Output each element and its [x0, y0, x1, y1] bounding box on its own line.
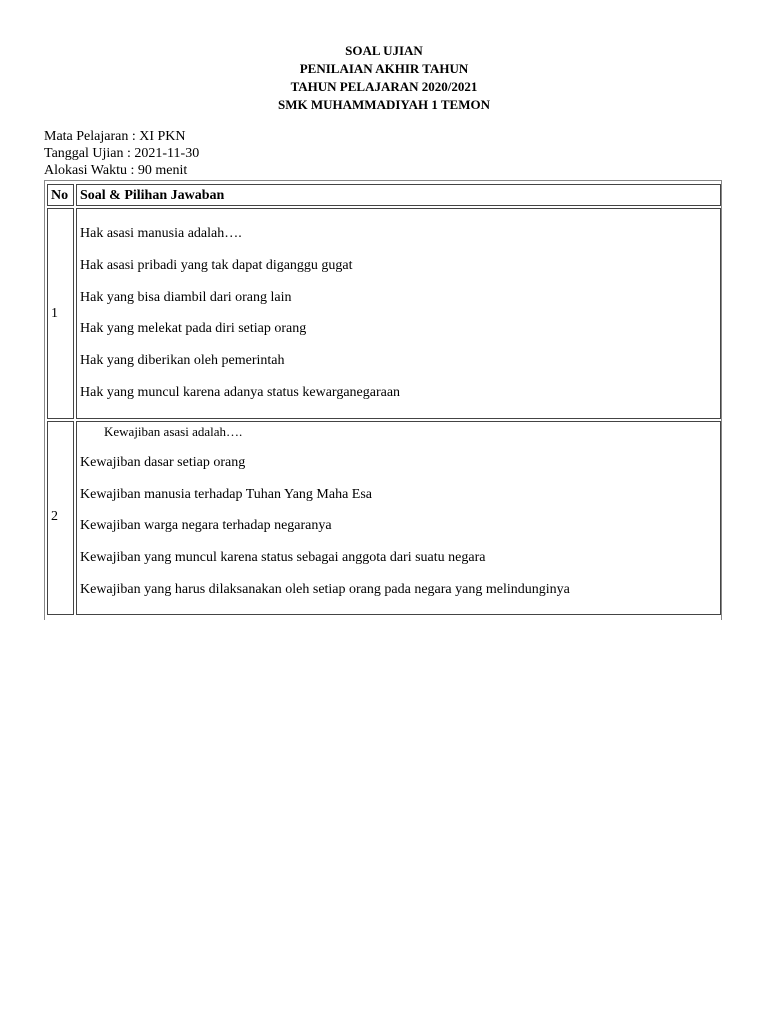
- answer-option: Kewajiban yang harus dilaksanakan oleh setiap orang pada negara yang melindunginya: [80, 582, 570, 597]
- column-header-question: Soal & Pilihan Jawaban: [76, 184, 721, 206]
- question-number-cell: [47, 421, 74, 615]
- question-number-cell: [47, 208, 74, 419]
- answer-option: Hak yang diberikan oleh pemerintah: [80, 353, 285, 368]
- header-school-name: SMK MUHAMMADIYAH 1 TEMON: [278, 97, 490, 112]
- answer-option: Kewajiban warga negara terhadap negaranya: [80, 518, 332, 533]
- date-label: Tanggal Ujian : 2021-11-30: [44, 146, 200, 161]
- column-header-no: No: [47, 184, 74, 206]
- header-title: SOAL UJIAN: [345, 43, 423, 58]
- answer-option: Hak yang melekat pada diri setiap orang: [80, 321, 307, 336]
- exam-header: [0, 42, 768, 114]
- questions-table: [44, 180, 722, 620]
- question-text: Hak asasi manusia adalah….: [80, 226, 242, 241]
- answer-option: Hak yang bisa diambil dari orang lain: [80, 290, 292, 305]
- answer-option: Hak yang muncul karena adanya status kewarganegaraan: [80, 385, 401, 400]
- subject-label: Mata Pelajaran : XI PKN: [44, 129, 186, 144]
- exam-meta: [44, 128, 199, 179]
- question-number: 1: [51, 306, 58, 321]
- header-exam-name: PENILAIAN AKHIR TAHUN: [299, 61, 469, 76]
- question-cell: [76, 421, 721, 615]
- answer-option: Kewajiban yang muncul karena status sebagai anggota dari suatu negara: [80, 550, 486, 565]
- answer-option: Hak asasi pribadi yang tak dapat diganggu gugat: [80, 258, 353, 273]
- question-number: 2: [51, 509, 58, 524]
- question-text: Kewajiban asasi adalah….: [104, 424, 243, 439]
- duration-label: Alokasi Waktu : 90 menit: [44, 163, 188, 178]
- answer-option: Kewajiban manusia terhadap Tuhan Yang Maha Esa: [80, 487, 373, 502]
- question-cell: [76, 208, 721, 419]
- header-school-year: TAHUN PELAJARAN 2020/2021: [290, 79, 478, 94]
- answer-option: Kewajiban dasar setiap orang: [80, 455, 246, 470]
